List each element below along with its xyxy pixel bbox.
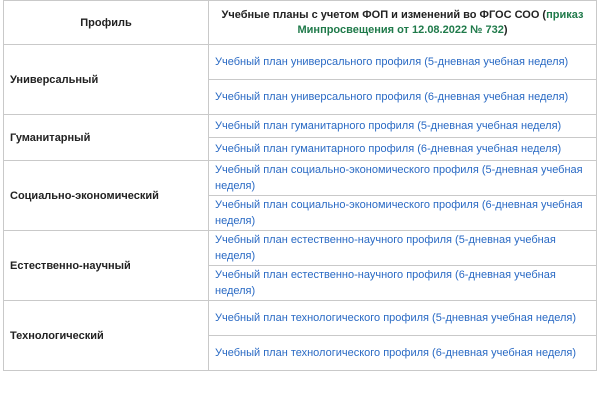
profile-cell: Социально-экономический [4,161,209,231]
order-link[interactable]: приказ Минпросвещения от 12.08.2022 № 732 [297,8,584,36]
table-row [4,231,597,266]
plan-link[interactable]: Учебный план социально-экономического профиля (6-дневная учебная неделя) [215,199,583,227]
plan-link[interactable]: Учебный план социально-экономического профиля (5-дневная учебная неделя) [215,164,583,192]
plan-link[interactable]: Учебный план естественно-научного профиля (6-дневная учебная неделя) [215,269,556,297]
plan-link[interactable]: Учебный план гуманитарного профиля (5-дневная учебная неделя) [215,120,562,132]
table-row [4,301,597,336]
table-header-row [4,1,597,45]
column-header-plans-suffix: ) [503,23,508,36]
table-row [4,115,597,138]
plan-link[interactable]: Учебный план технологического профиля (5-дневная учебная неделя) [215,312,577,324]
plan-link[interactable]: Учебный план технологического профиля (6-дневная учебная неделя) [215,347,577,359]
column-header-profile: Профиль [4,1,209,45]
profile-cell: Гуманитарный [4,115,209,161]
table-row [4,161,597,196]
plan-link[interactable]: Учебный план естественно-научного профиля (5-дневная учебная неделя) [215,234,556,262]
plan-link[interactable]: Учебный план гуманитарного профиля (6-дневная учебная неделя) [215,143,562,155]
column-header-plans [209,1,597,45]
profile-cell: Универсальный [4,45,209,115]
profile-cell: Естественно-научный [4,231,209,301]
plan-link[interactable]: Учебный план универсального профиля (6-дневная учебная неделя) [215,91,569,103]
curriculum-table [3,0,597,371]
profile-cell: Технологический [4,301,209,371]
plan-link[interactable]: Учебный план универсального профиля (5-дневная учебная неделя) [215,56,569,68]
table-row [4,45,597,80]
column-header-plans-prefix: Учебные планы с учетом ФОП и изменений во ФГОС СОО ( [221,8,547,21]
